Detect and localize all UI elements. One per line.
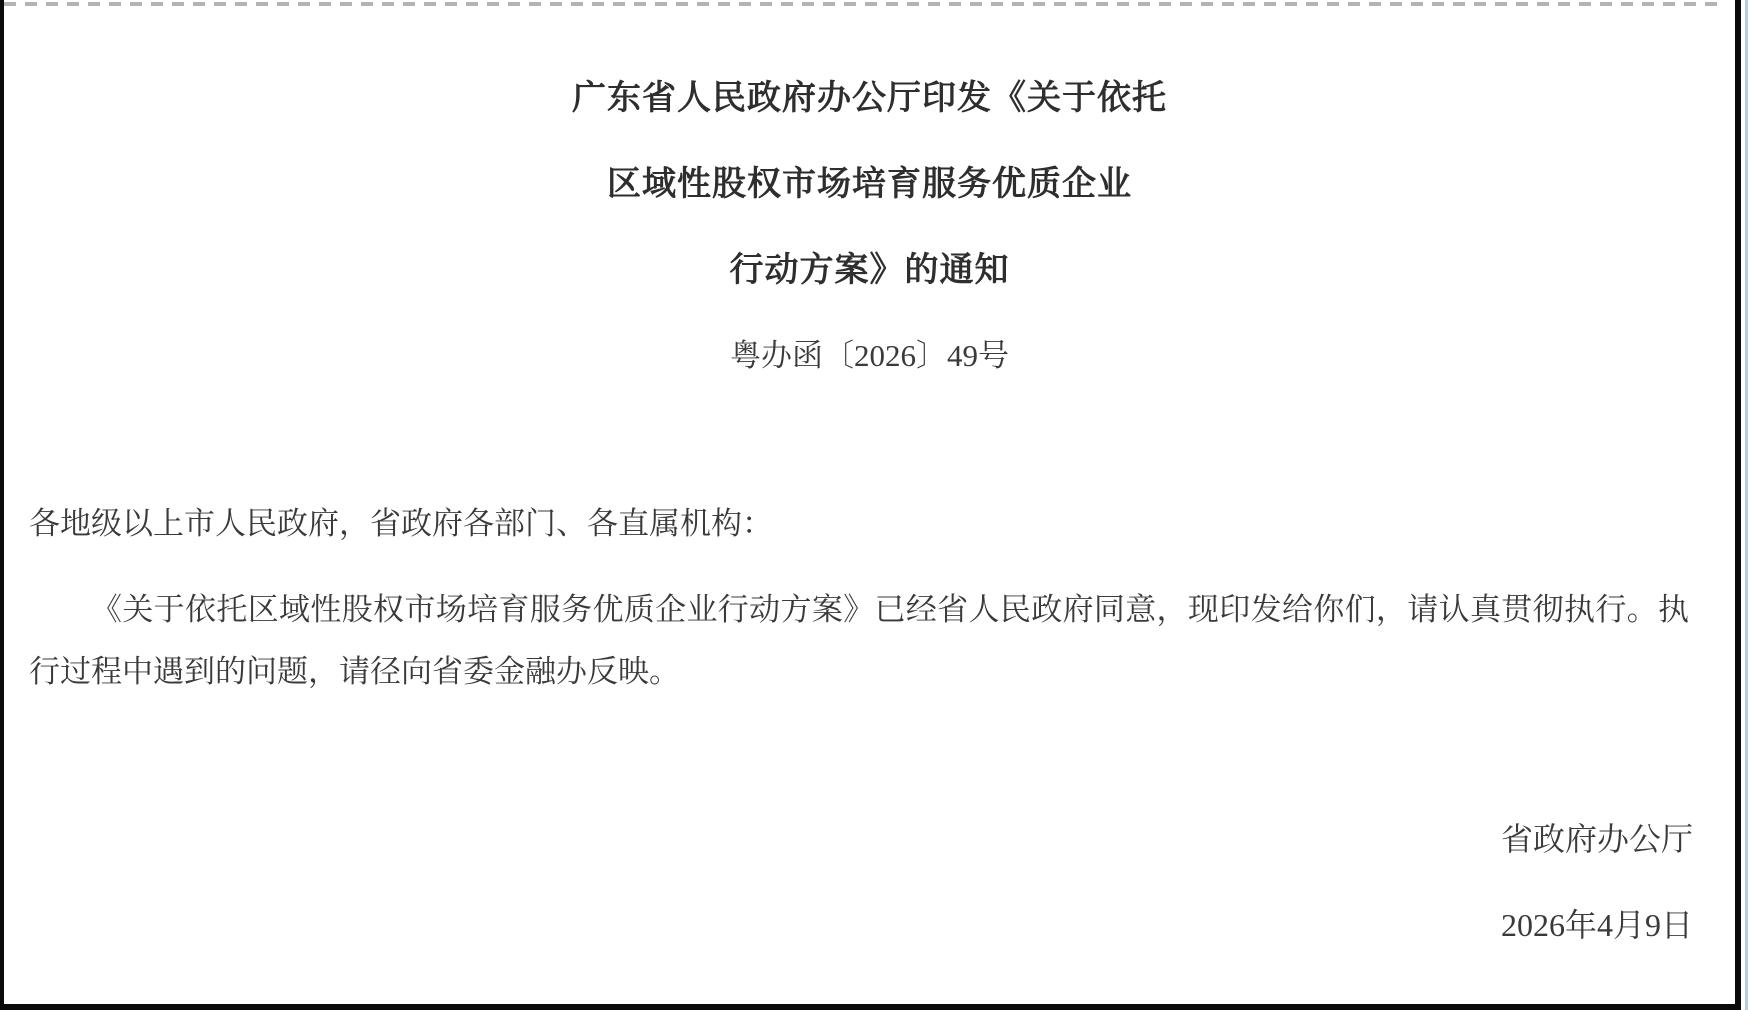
document-number: 粤办函〔2026〕49号	[730, 338, 1009, 373]
document-title-line-1: 广东省人民政府办公厅印发《关于依托	[572, 80, 1167, 117]
salutation-line: 各地级以上市人民政府，省政府各部门、各直属机构：	[29, 506, 773, 541]
right-edge-accent-line	[1745, 0, 1748, 1010]
document-title-line-3: 行动方案》的通知	[729, 252, 1010, 289]
signature-date: 2026年4月9日	[1500, 907, 1693, 943]
document-title-line-2: 区域性股权市场培育服务优质企业	[607, 166, 1132, 203]
document-content	[4, 0, 1735, 941]
page-top-dashed-border	[4, 2, 1721, 6]
body-paragraph: 《关于依托区域性股权市场培育服务优质企业行动方案》已经省人民政府同意，现印发给你们，请认真贯彻执行。执行过程中遇到的问题，请径向省委金融办反映。	[29, 592, 1689, 689]
signature-issuer: 省政府办公厅	[1500, 821, 1693, 857]
